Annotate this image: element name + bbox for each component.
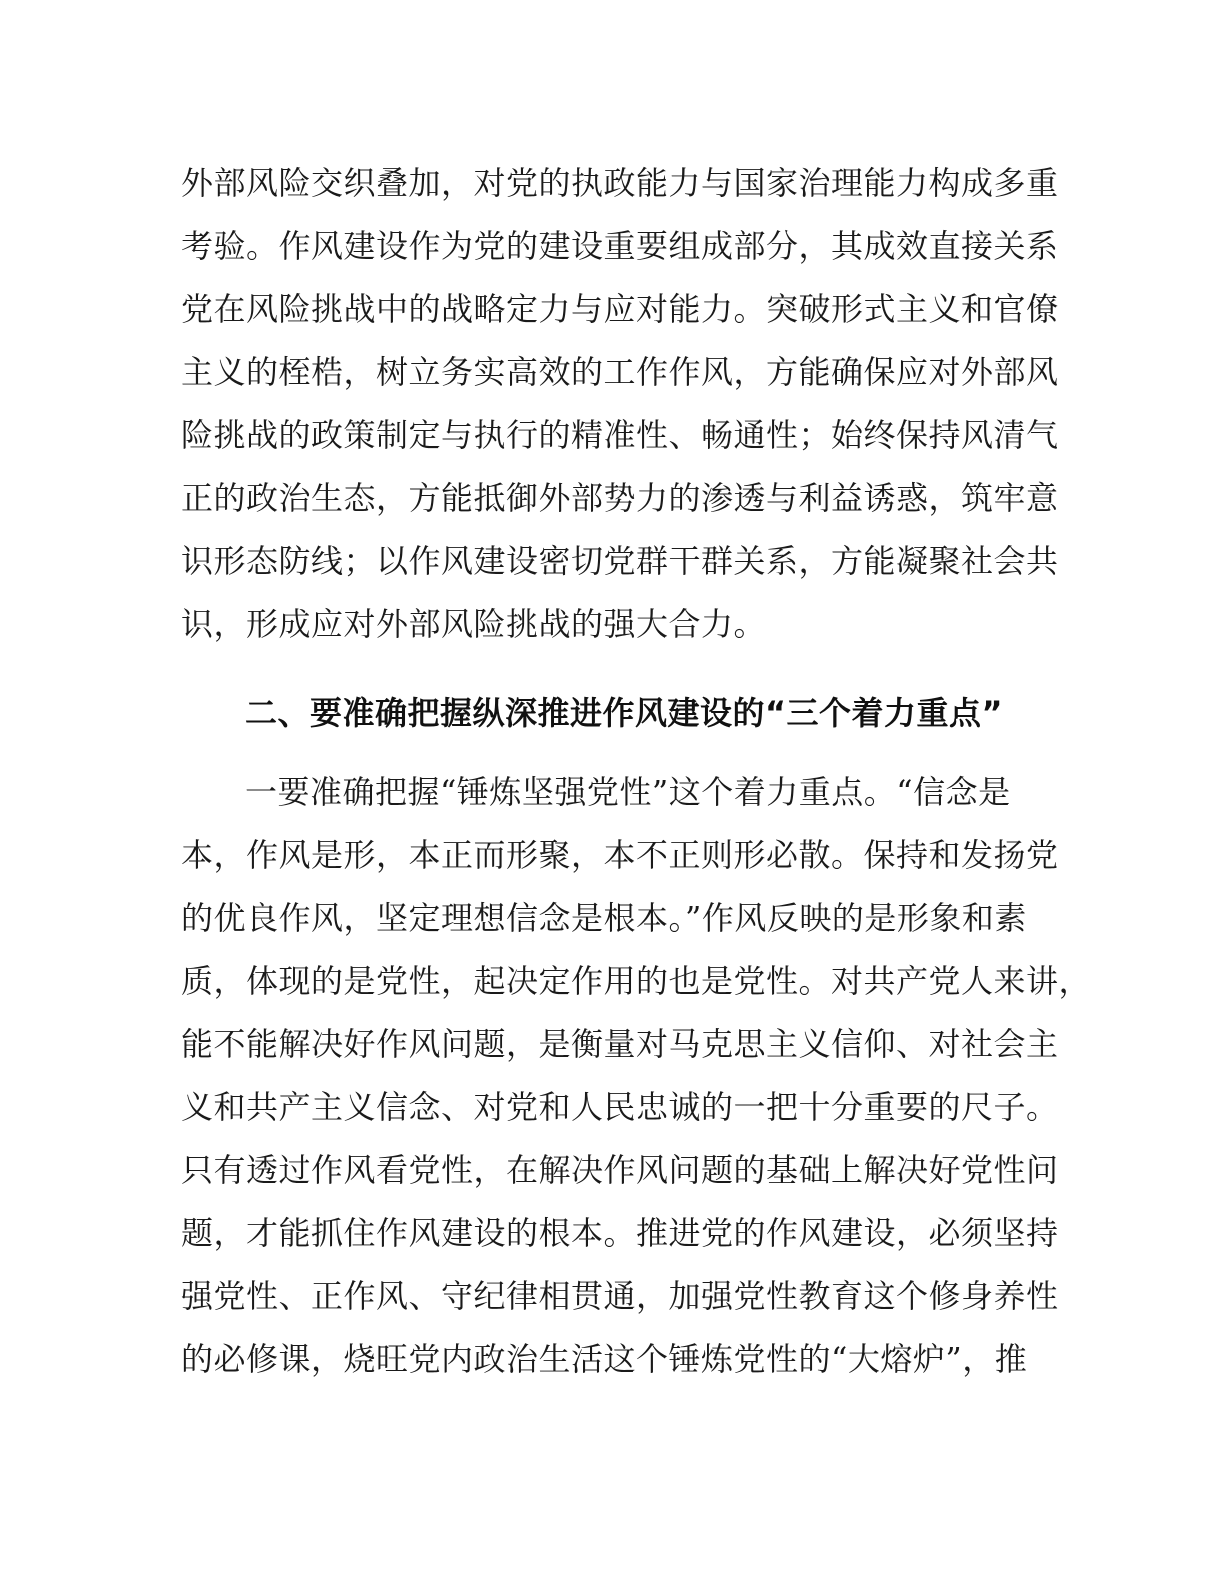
- text-line: 的优良作风，坚定理想信念是根本。”作风反映的是形象和素: [181, 899, 1027, 937]
- text-line: 本，作风是形，本正而形聚，本不正则形必散。保持和发扬党: [181, 836, 1059, 874]
- text-line: 的必修课，烧旺党内政治生活这个锤炼党性的“大熔炉”，推: [181, 1340, 1028, 1378]
- text-line: 质，体现的是党性，起决定作用的也是党性。对共产党人来讲，: [181, 962, 1092, 1000]
- text-line: 强党性、正作风、守纪律相贯通，加强党性教育这个修身养性: [181, 1277, 1059, 1315]
- text-line: 一要准确把握“锤炼坚强党性”这个着力重点。“信念是: [245, 773, 1011, 811]
- text-line: 险挑战的政策制定与执行的精准性、畅通性；始终保持风清气: [181, 416, 1059, 454]
- text-line: 题，才能抓住作风建设的根本。推进党的作风建设，必须坚持: [181, 1214, 1059, 1252]
- text-line: 正的政治生态，方能抵御外部势力的渗透与利益诱惑，筑牢意: [181, 479, 1059, 517]
- text-line: 识形态防线；以作风建设密切党群干群关系，方能凝聚社会共: [181, 542, 1059, 580]
- text-line: 只有透过作风看党性，在解决作风问题的基础上解决好党性问: [181, 1151, 1059, 1189]
- text-line: 考验。作风建设作为党的建设重要组成部分，其成效直接关系: [181, 227, 1059, 265]
- text-line: 党在风险挑战中的战略定力与应对能力。突破形式主义和官僚: [181, 290, 1059, 328]
- text-line: 主义的桎梏，树立务实高效的工作作风，方能确保应对外部风: [181, 353, 1059, 391]
- text-line: 义和共产主义信念、对党和人民忠诚的一把十分重要的尺子。: [181, 1088, 1059, 1126]
- text-line: 外部风险交织叠加，对党的执政能力与国家治理能力构成多重: [181, 164, 1059, 202]
- text-line: 识，形成应对外部风险挑战的强大合力。: [181, 605, 767, 643]
- text-line: 能不能解决好作风问题，是衡量对马克思主义信仰、对社会主: [181, 1025, 1059, 1063]
- section-heading: 二、要准确把握纵深推进作风建设的“三个着力重点”: [245, 694, 1004, 732]
